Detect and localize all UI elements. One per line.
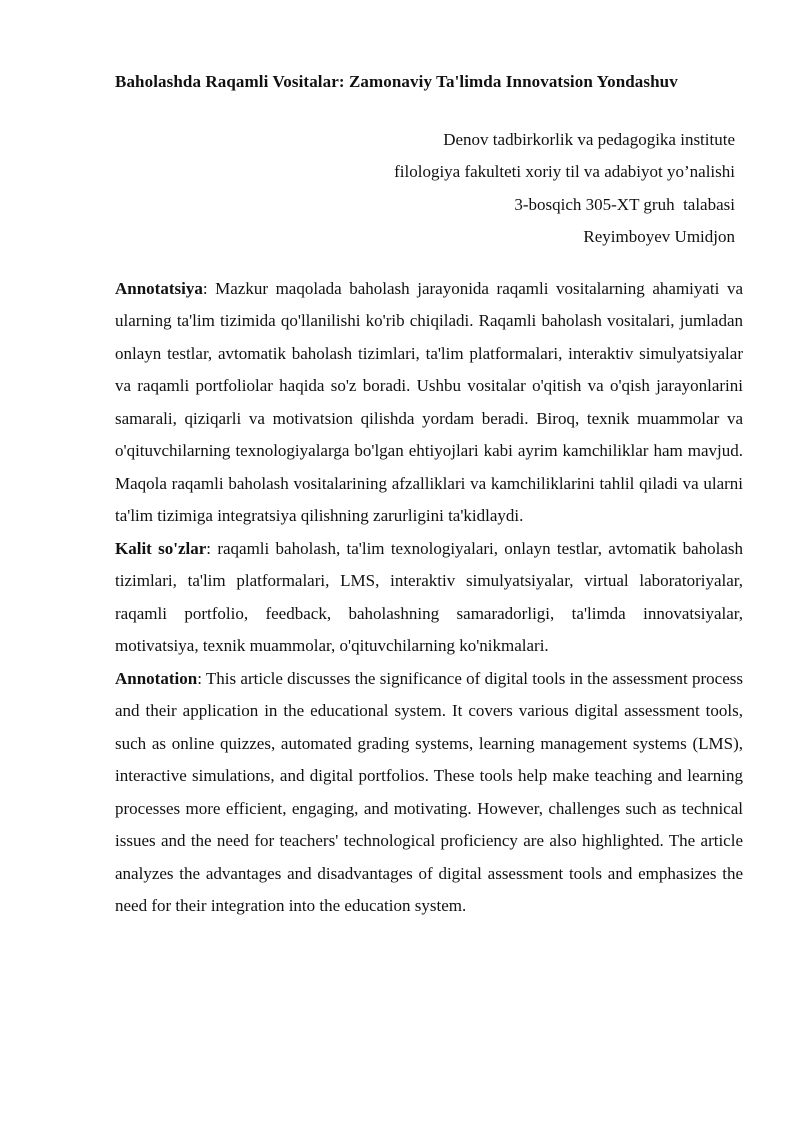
keywords-text: raqamli baholash, ta'lim texnologiyalari, onlayn testlar, avtomatik baholash tizimlari, ta'lim platformalari, LMS, interaktiv simulyatsiyalar, virtual laboratoriyalar, raqamli portfolio, feedback, baholashning samaradorligi, ta'limda innovatsiyalar, motivatsiya, texnik muammolar, o'qituvchilarning ko'nikmalari. [115, 538, 743, 655]
document-body [115, 273, 743, 923]
annotatsiya-separator: : [202, 278, 216, 298]
byline-institution: Denov tadbirkorlik va pedagogika institute [443, 129, 735, 149]
annotatsiya-lead: Annotatsiya [115, 278, 203, 298]
paragraph-keywords [115, 533, 743, 663]
byline-author-name: Reyimboyev Umidjon [583, 227, 735, 246]
annotation-en-text: This article discusses the significance of digital tools in the assessment process and their application in the educational system. It covers various digital assessment tools, such as online quizzes, automated grading systems, learning management systems (LMS), interactive simulations, and digital portfolios. These tools help make teaching and learning processes more efficient, engaging, and motivating. However, challenges such as technical issues and the need for teachers' technological proficiency are also highlighted. The article analyzes the advantages and disadvantages of digital assessment tools and emphasizes the need for their integration into the education system. [115, 668, 744, 915]
byline-faculty: filologiya fakulteti xoriy til va adabiyot yo’nalishi [394, 162, 735, 181]
keywords-separator: : [206, 538, 218, 558]
annotation-en-separator: : [197, 668, 206, 688]
author-block [115, 124, 743, 254]
page-title: Baholashda Raqamli Vositalar: Zamonaviy Ta'limda Innovatsion Yondashuv [115, 72, 678, 91]
annotatsiya-text: Mazkur maqolada baholash jarayonida raqamli vositalarning ahamiyati va ularning ta'lim tizimida qo'llanilishi ko'rib chiqiladi. Raqamli baholash vositalari, jumladan onlayn testlar, avtomatik baholash tizimlari, ta'lim platformalari, interaktiv simulyatsiyalar va raqamli portfoliolar haqida so'z boradi. Ushbu vositalar o'qitish va o'qish jarayonlarini samarali, qiziqarli va motivatsion qilishda yordam beradi. Biroq, texnik muammolar va o'qituvchilarning texnologiyalarga bo'lgan ehtiyojlari kabi ayrim kamchiliklar ham mavjud. Maqola raqamli baholash vositalarining afzalliklari va kamchiliklarini tahlil qiladi va ularni ta'lim tizimiga integratsiya qilishning zarurligini ta'kidlaydi. [115, 278, 743, 525]
keywords-lead: Kalit so'zlar [115, 538, 207, 558]
annotation-en-lead: Annotation [115, 668, 198, 688]
paragraph-annotatsiya [115, 273, 743, 533]
paragraph-annotation-en [115, 663, 743, 923]
byline-group: 3-bosqich 305-XT gruh talabasi [514, 194, 735, 214]
